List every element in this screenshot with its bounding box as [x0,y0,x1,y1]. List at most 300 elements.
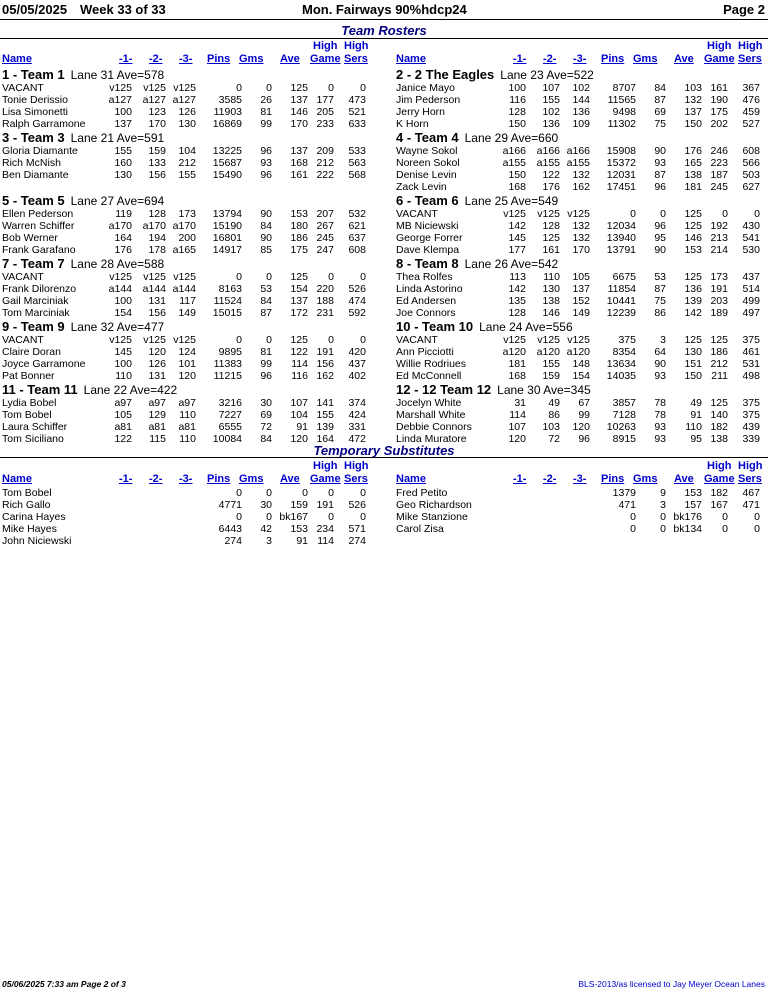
col-pins: Pins [207,473,231,485]
cell-hsers: 499 [742,295,760,307]
bowler-name: Wayne Sokol [396,145,458,157]
bowler-name: Mike Stanzione [396,511,468,523]
cell-hgame: 233 [316,118,334,130]
cell-pins: 13940 [606,232,636,244]
bowler-name: Fred Petito [396,487,448,499]
cell-g2: 156 [148,169,166,181]
cell-ave: 110 [685,421,702,433]
cell-g2: 110 [543,271,560,283]
cell-hsers: 437 [348,358,366,370]
footer-license: BLS-2013/as licensed to Jay Meyer Ocean Lanes [578,979,765,989]
cell-hgame: 162 [316,370,334,382]
cell-g3: 109 [572,118,590,130]
cell-hgame: 125 [710,397,728,409]
cell-gms: 90 [654,244,666,256]
col-high-game: Game [310,53,341,65]
cell-ave: bk176 [673,511,702,523]
cell-hsers: 531 [742,358,760,370]
bowler-row [2,220,372,232]
section-title-subs: Temporary Substitutes [313,443,455,458]
cell-g2: 156 [148,307,166,319]
bowler-name: Tom Marciniak [2,307,70,319]
cell-pins: 8707 [612,82,636,94]
cell-hsers: 608 [348,244,366,256]
bowler-name: Ben Diamante [2,169,69,181]
cell-hgame: 207 [316,208,334,220]
cell-ave: 132 [684,94,702,106]
bowler-row [396,145,766,157]
bowler-row [396,499,766,511]
cell-hgame: 211 [711,370,728,382]
cell-g2: a81 [148,421,166,433]
cell-hsers: 474 [348,295,366,307]
cell-ave: 159 [290,499,308,511]
col-game1: -1- [513,473,527,485]
cell-hsers: 568 [348,169,366,181]
bowler-name: Noreen Sokol [396,157,460,169]
cell-hgame: 213 [710,232,728,244]
cell-hsers: 521 [348,106,366,118]
col-game1: -1- [119,53,133,65]
cell-gms: 3 [660,334,666,346]
bowler-name: Ed McConnell [396,370,462,382]
cell-pins: 1379 [612,487,636,499]
cell-g1: 122 [114,433,132,445]
bowler-row [396,334,766,346]
bowler-row [2,295,372,307]
cell-g3: 120 [572,421,590,433]
col-gms: Gms [239,53,264,65]
col-high-game: Game [704,53,735,65]
cell-pins: 9498 [612,106,636,118]
cell-ave: 91 [296,535,308,547]
cell-gms: 87 [654,169,666,181]
bowler-name: Linda Muratore [396,433,467,445]
cell-hsers: 437 [742,271,760,283]
cell-hgame: 192 [710,220,728,232]
cell-hsers: 526 [348,499,366,511]
cell-hgame: 222 [316,169,334,181]
cell-ave: 104 [290,409,308,421]
cell-pins: 3585 [218,94,242,106]
bowler-name: Joyce Garramone [2,358,86,370]
cell-g3: 149 [178,307,196,319]
cell-hsers: 472 [348,433,366,445]
bowler-row [2,244,372,256]
cell-g3: 110 [179,433,196,445]
cell-g2: a97 [148,397,166,409]
cell-hsers: 0 [360,487,366,499]
cell-gms: 69 [654,106,666,118]
cell-hsers: 503 [742,169,760,181]
cell-ave: bk134 [673,523,702,535]
cell-ave: 136 [684,283,702,295]
team-name: 1 - Team 1 [2,67,65,82]
cell-g2: 86 [548,409,560,421]
cell-g2: 72 [548,433,560,445]
cell-g1: a155 [502,157,526,169]
cell-gms: 96 [260,370,272,382]
cell-hsers: 621 [348,220,366,232]
team-header [2,319,164,334]
cell-g2: 159 [148,145,166,157]
cell-g3: 102 [572,82,590,94]
cell-hsers: 0 [754,523,760,535]
cell-g2: v125 [143,271,166,283]
col-high-game-top: High [313,40,338,52]
cell-gms: 90 [654,145,666,157]
cell-g3: a170 [172,220,196,232]
cell-ave: 146 [290,106,308,118]
cell-hsers: 375 [742,409,760,421]
cell-pins: 4771 [218,499,242,511]
cell-hgame: 247 [316,244,334,256]
team-lane-average: Lane 28 Ave=588 [70,257,165,271]
cell-g1: 145 [114,346,132,358]
cell-ave: 139 [684,295,702,307]
cell-hsers: 592 [348,307,366,319]
cell-g2: 103 [542,421,560,433]
cell-pins: 8354 [612,346,636,358]
cell-hsers: 633 [348,118,366,130]
section-title-rosters: Team Rosters [341,23,427,38]
cell-g1: 128 [508,307,526,319]
cell-g1: 116 [509,94,526,106]
cell-hsers: 375 [742,334,760,346]
col-high-sers-top: High [738,460,763,472]
cell-hsers: 476 [742,94,760,106]
cell-ave: 125 [290,82,308,94]
bowler-row [2,118,372,130]
cell-pins: 15687 [212,157,242,169]
cell-g2: 123 [148,106,166,118]
cell-g1: 181 [508,358,526,370]
cell-pins: 10084 [212,433,242,445]
cell-g3: 101 [178,358,196,370]
cell-hgame: 0 [328,511,334,523]
cell-gms: 0 [660,511,666,523]
cell-hgame: 220 [316,283,334,295]
team-header [2,382,177,397]
cell-hgame: 190 [710,94,728,106]
bowler-name: Bob Werner [2,232,58,244]
cell-ave: 116 [291,370,308,382]
bowler-row [396,271,766,283]
bowler-row [396,487,766,499]
bowler-row [396,409,766,421]
cell-gms: 90 [260,232,272,244]
cell-ave: 165 [684,157,702,169]
cell-gms: 93 [654,433,666,445]
cell-gms: 90 [260,208,272,220]
footer-printed: 05/06/2025 7:33 am Page 2 of 3 [2,979,126,989]
cell-ave: 137 [290,145,308,157]
cell-gms: 75 [654,118,666,130]
cell-gms: 90 [654,358,666,370]
cell-ave: 150 [684,370,702,382]
cell-g2: 155 [542,358,560,370]
cell-g1: 155 [114,145,132,157]
cell-g3: 173 [178,208,196,220]
cell-hgame: 246 [710,145,728,157]
cell-gms: 0 [266,82,272,94]
team-name: 6 - Team 6 [396,193,459,208]
col-gms: Gms [633,473,658,485]
cell-pins: 0 [236,334,242,346]
cell-gms: 78 [654,397,666,409]
cell-gms: 0 [266,511,272,523]
cell-gms: 87 [654,283,666,295]
cell-g3: a97 [178,397,196,409]
cell-pins: 274 [224,535,242,547]
cell-ave: 120 [290,433,308,445]
cell-hgame: 0 [722,511,728,523]
cell-pins: 11565 [607,94,636,106]
cell-g1: 120 [508,433,526,445]
bowler-name: George Forrer [396,232,463,244]
cell-g3: 110 [179,409,196,421]
cell-gms: 72 [260,421,272,433]
bowler-name: Joe Connors [396,307,456,319]
bowler-row [2,346,372,358]
team-name: 8 - Team 8 [396,256,459,271]
bowler-row [396,346,766,358]
cell-hgame: 138 [710,433,728,445]
cell-g1: 176 [114,244,132,256]
cell-hsers: 526 [348,283,366,295]
cell-g1: 137 [114,118,132,130]
cell-gms: 0 [266,334,272,346]
cell-pins: 17451 [606,181,636,193]
cell-hgame: 175 [710,106,728,118]
cell-g2: a155 [536,157,560,169]
team-header [2,130,164,145]
cell-g2: v125 [537,334,560,346]
cell-hgame: 125 [710,334,728,346]
bowler-name: Dave Klempa [396,244,460,256]
bowler-name: Ralph Garramone [2,118,86,130]
cell-pins: 375 [618,334,636,346]
team-header [2,67,164,82]
cell-ave: 161 [290,169,308,181]
cell-g1: 100 [508,82,526,94]
cell-hgame: 173 [710,271,728,283]
team-header [2,193,164,208]
col-high-game-top: High [707,460,732,472]
bowler-name: Tom Bobel [2,409,52,421]
cell-pins: 7227 [218,409,242,421]
bowler-name: Zack Levin [396,181,447,193]
cell-ave: 153 [684,487,702,499]
bowler-row [2,523,372,535]
cell-gms: 64 [654,346,666,358]
cell-g2: 178 [148,244,166,256]
bowler-name: Thea Rolfes [396,271,453,283]
cell-g1: a144 [108,283,132,295]
cell-ave: 142 [684,307,702,319]
cell-hgame: 182 [710,421,728,433]
cell-ave: 151 [684,358,702,370]
cell-hsers: 563 [348,157,366,169]
cell-g1: 150 [508,118,526,130]
cell-gms: 96 [260,169,272,181]
cell-hgame: 0 [328,271,334,283]
cell-gms: 53 [260,283,272,295]
cell-pins: 11383 [213,358,242,370]
cell-g1: 135 [508,295,526,307]
cell-g2: 176 [542,181,560,193]
cell-hgame: 186 [710,346,728,358]
bowler-name: K Horn [396,118,429,130]
cell-g1: a166 [502,145,526,157]
cell-hsers: 424 [348,409,366,421]
bowler-row [396,244,766,256]
cell-gms: 84 [260,433,272,445]
cell-pins: 11302 [607,118,636,130]
cell-ave: 180 [290,220,308,232]
team-name: 2 - 2 The Eagles [396,67,495,82]
cell-hsers: 608 [742,145,760,157]
cell-g3: 132 [572,169,590,181]
bowler-name: Willie Rodriues [396,358,467,370]
cell-g2: 49 [548,397,560,409]
cell-pins: 0 [630,523,636,535]
cell-hgame: 167 [710,499,728,511]
cell-hsers: 274 [348,535,366,547]
col-game3: -3- [573,473,587,485]
cell-hsers: 467 [742,487,760,499]
cell-pins: 0 [630,208,636,220]
cell-g3: 162 [572,181,590,193]
cell-gms: 30 [260,397,272,409]
cell-gms: 96 [260,145,272,157]
cell-g3: a127 [172,94,196,106]
cell-g2: 194 [148,232,166,244]
cell-pins: 3216 [218,397,242,409]
cell-gms: 81 [260,346,272,358]
cell-g1: 114 [509,409,526,421]
cell-gms: 96 [654,220,666,232]
team-lane-average: Lane 27 Ave=694 [70,194,165,208]
cell-g3: 105 [572,271,590,283]
cell-ave: 137 [290,94,308,106]
cell-hsers: 0 [754,511,760,523]
col-name: Name [396,473,426,485]
bowler-name: Rich McNish [2,157,61,169]
cell-hgame: 141 [316,397,334,409]
team-name: 11 - Team 11 [2,382,78,397]
cell-g3: v125 [173,334,196,346]
cell-hsers: 541 [742,232,760,244]
cell-pins: 8163 [218,283,242,295]
bowler-name: VACANT [396,334,438,346]
bowler-name: Warren Schiffer [2,220,75,232]
col-high-sers: Sers [738,473,762,485]
cell-pins: 15015 [212,307,242,319]
cell-g3: 152 [572,295,590,307]
cell-g3: 104 [178,145,196,157]
cell-gms: 93 [260,157,272,169]
col-game1: -1- [513,53,527,65]
cell-g2: 122 [542,169,560,181]
cell-g3: 148 [572,358,590,370]
bowler-row [2,157,372,169]
cell-ave: 153 [684,244,702,256]
team-header [396,319,573,334]
col-gms: Gms [239,473,264,485]
cell-gms: 84 [260,220,272,232]
bowler-row [396,220,766,232]
cell-g3: 99 [578,409,590,421]
cell-g2: a170 [142,220,166,232]
cell-g3: 200 [178,232,196,244]
cell-hgame: 234 [316,523,334,535]
cell-g3: 120 [178,370,196,382]
cell-hsers: 0 [360,271,366,283]
cell-g3: 212 [178,157,196,169]
cell-hsers: 514 [742,283,760,295]
cell-pins: 0 [236,82,242,94]
cell-g3: 170 [572,244,590,256]
cell-g2: v125 [143,334,166,346]
cell-pins: 11215 [213,370,242,382]
league-title: Mon. Fairways 90%hdcp24 [302,2,467,17]
team-header [396,130,558,145]
bowler-name: Gail Marciniak [2,295,69,307]
team-header [396,67,594,82]
cell-hsers: 0 [360,82,366,94]
cell-g2: 102 [542,106,560,118]
col-game2: -2- [149,53,163,65]
team-lane-average: Lane 25 Ave=549 [464,194,559,208]
cell-gms: 95 [654,232,666,244]
cell-pins: 15490 [212,169,242,181]
cell-g2: 120 [148,346,166,358]
report-date: 05/05/2025 [2,2,68,17]
cell-g1: v125 [109,271,132,283]
cell-g1: 150 [508,169,526,181]
col-name: Name [396,53,426,65]
col-game3: -3- [179,53,193,65]
cell-g2: 129 [148,409,166,421]
cell-g2: 128 [148,208,166,220]
cell-g1: 31 [514,397,526,409]
cell-g2: 115 [149,433,166,445]
col-pins: Pins [601,53,625,65]
cell-pins: 10263 [606,421,636,433]
cell-gms: 75 [654,295,666,307]
cell-g2: 155 [542,94,560,106]
col-name: Name [2,473,32,485]
bowler-name: Janice Mayo [396,82,455,94]
cell-pins: 0 [236,271,242,283]
cell-pins: 0 [236,511,242,523]
team-name: 9 - Team 9 [2,319,65,334]
cell-pins: 12031 [606,169,636,181]
cell-g1: a127 [108,94,132,106]
bowler-row [2,106,372,118]
week-label: Week 33 of 33 [80,2,166,17]
team-lane-average: Lane 21 Ave=591 [70,131,165,145]
cell-g3: a144 [172,283,196,295]
col-ave: Ave [674,53,694,65]
cell-ave: 125 [684,334,702,346]
cell-hgame: 114 [317,535,334,547]
cell-hsers: 637 [348,232,366,244]
cell-gms: 85 [260,244,272,256]
header-rule [0,19,768,20]
cell-ave: 153 [290,208,308,220]
